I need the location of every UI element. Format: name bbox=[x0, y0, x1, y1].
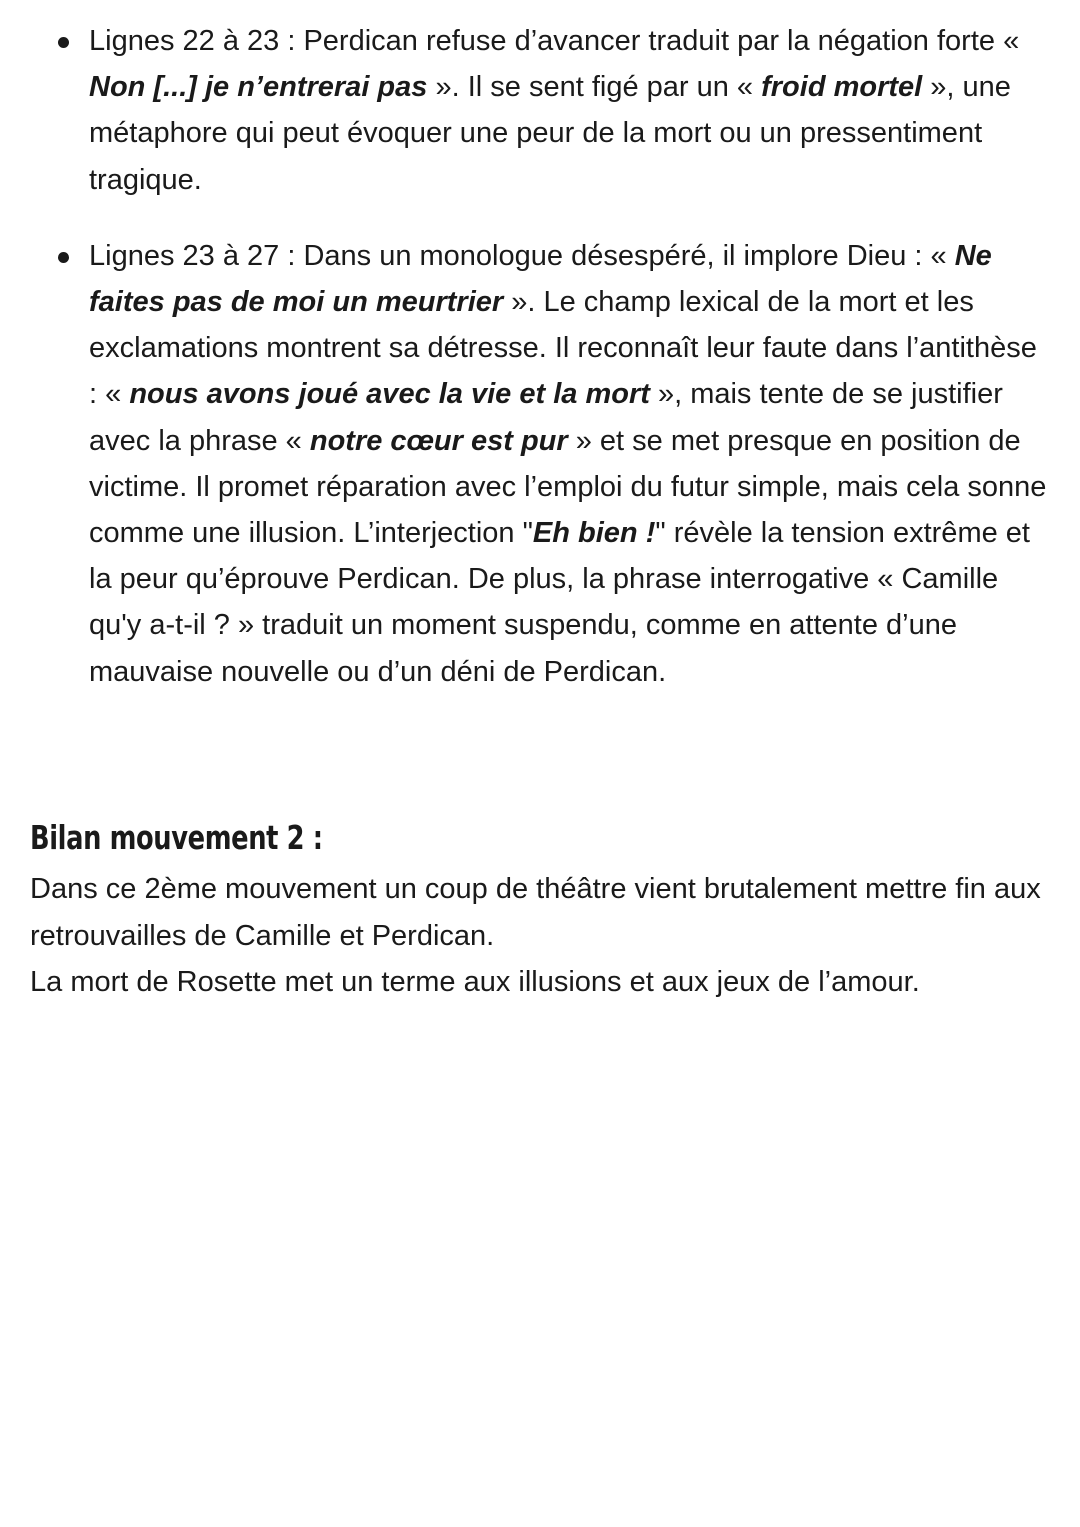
bullet-lines-23-27 bbox=[58, 233, 1048, 695]
bullet-dot-icon bbox=[58, 252, 69, 263]
bullet-dot-icon bbox=[58, 37, 69, 48]
summary-paragraph: Dans ce 2ème mouvement un coup de théâtre vient brutalement mettre fin aux retrouvailles de Camille et Perdican. bbox=[30, 873, 1041, 952]
quote-emphasis: notre cœur est pur bbox=[309, 424, 568, 457]
bullet-text: Lignes 22 à 23 : Perdican refuse d’avancer traduit par la négation forte « Non [...] je n’entrerai pas ». Il se sent figé par un « froid mortel », une métaphore qui peut évoquer une peur de la mort ou un pressentiment tragique. bbox=[89, 25, 1020, 196]
quote-emphasis: nous avons joué avec la vie et la mort bbox=[129, 378, 650, 411]
summary-paragraph: La mort de Rosette met un terme aux illusions et aux jeux de l’amour. bbox=[30, 966, 920, 998]
quote-emphasis: Non [...] je n’entrerai pas bbox=[89, 71, 428, 104]
summary-heading: Bilan mouvement 2 : bbox=[30, 818, 323, 857]
summary-body bbox=[30, 866, 1050, 1006]
quote-emphasis: Ne faites pas de moi un meurtrier bbox=[89, 239, 992, 319]
bullet-text: Lignes 23 à 27 : Dans un monologue désespéré, il implore Dieu : « Ne faites pas de moi un meurtrier ». Le champ lexical de la mort et les exclamations montrent sa détresse. Il reconnaît leur faute dans l’antithèse : « nous avons joué avec la vie et la mort », mais tente de se justifier avec la phrase « notre cœur est pur » et se met presque en position de victime. Il promet réparation avec l’emploi du futur simple, mais cela sonne comme une illusion. L’interjection "Eh bien !" révèle la tension extrême et la peur qu’éprouve Perdican. De plus, la phrase interrogative « Camille qu'y a-t-il ? » traduit un moment suspendu, comme en attente d’une mauvaise nouvelle ou d’un déni de Perdican. bbox=[89, 239, 1047, 688]
bullet-lines-22-23 bbox=[58, 18, 1048, 203]
quote-emphasis: Eh bien ! bbox=[532, 517, 656, 550]
quote-emphasis: froid mortel bbox=[761, 71, 923, 104]
analysis-bullet-list bbox=[58, 18, 1048, 725]
